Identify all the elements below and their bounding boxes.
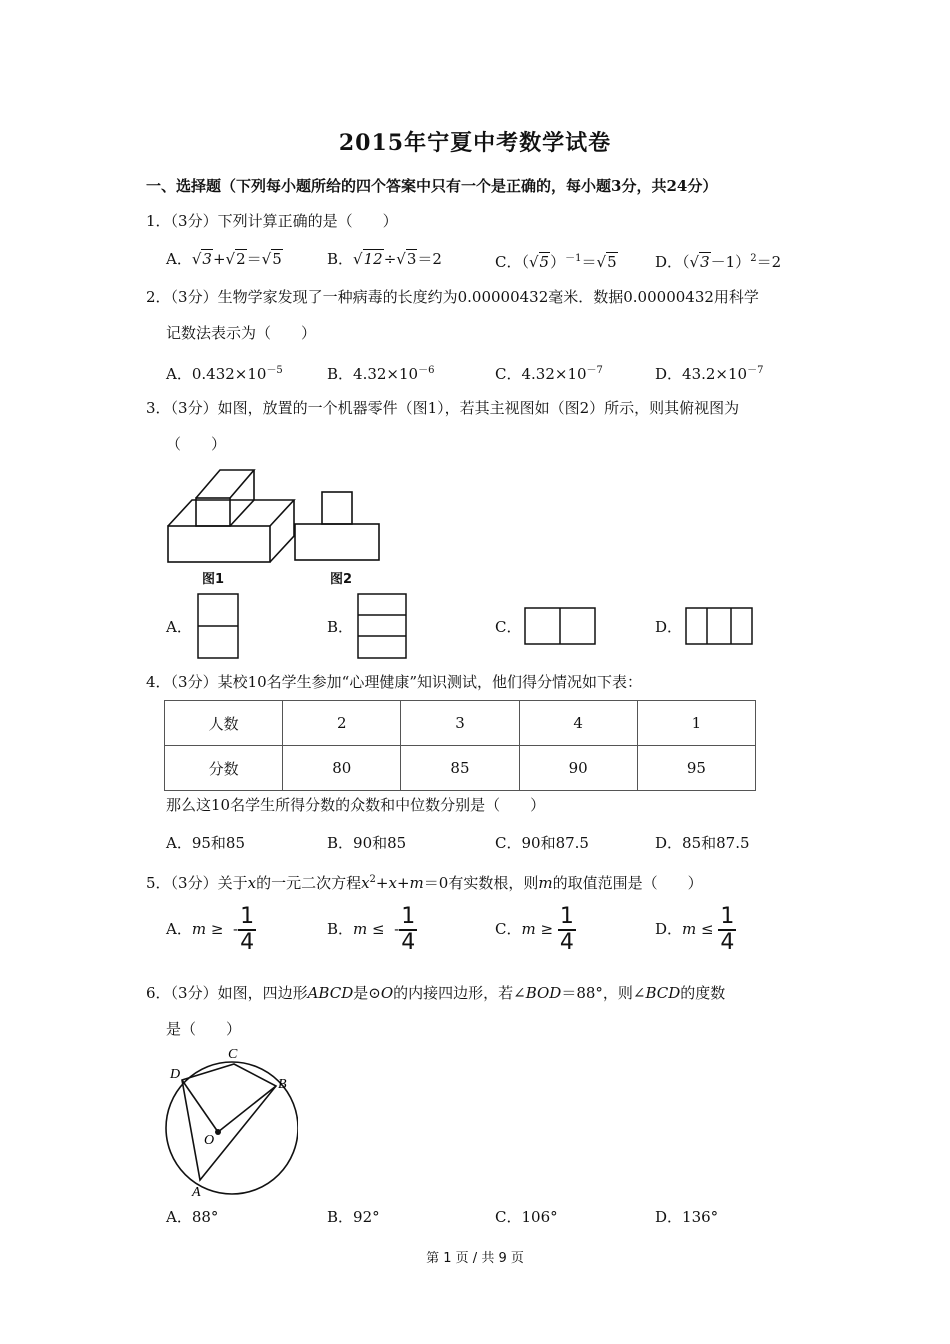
table-cell: 1 (637, 701, 755, 746)
q5-option-c[interactable]: C．m ≥ $\frac{1}{4}$ (495, 904, 574, 955)
q4-follow: 那么这10名学生所得分数的众数和中位数分别是（ ） (166, 796, 546, 814)
table-cell: 3 (401, 701, 519, 746)
label-b: B (278, 1077, 287, 1092)
q6-option-b[interactable]: B．92° (327, 1208, 380, 1226)
q1-option-d[interactable]: D．$(√3-1)^2=2$ (655, 253, 782, 271)
q4-option-d[interactable]: D．85和87.5 (655, 834, 750, 852)
q5-stem: 5．（3分）关于x的一元二次方程$x^2+x+m=0$有实数根，则m的取值范围是（ ） (146, 874, 703, 892)
label-d: D (170, 1067, 181, 1082)
q2-stem: 2．（3分）生物学家发现了一种病毒的长度约为0.00000432毫米．数据0.00000432用科学 (146, 288, 759, 306)
q1-option-b[interactable]: B．√12÷√3＝2 (327, 250, 442, 268)
q1-option-c[interactable]: C．$(√5)^{-1}=√5$ (495, 253, 617, 271)
q2-option-d[interactable]: D．$43.2\times 10^{-7}$ (655, 365, 764, 383)
q3-option-a-label[interactable]: A． (166, 618, 192, 636)
q3-option-c-figure[interactable] (524, 607, 598, 647)
q2-stem-cont: 记数法表示为（ ） (166, 324, 317, 342)
table-cell: 85 (401, 746, 519, 791)
q3-option-c-label[interactable]: C． (495, 618, 522, 636)
page-footer: 第 1 页 / 共 9 页 (426, 1251, 524, 1266)
q3-option-b-label[interactable]: B． (327, 618, 354, 636)
table-cell: 80 (283, 746, 401, 791)
q6-stem: 6．（3分）如图，四边形ABCD是⊙O的内接四边形，若∠BOD＝88°，则∠BCD的度数 (146, 984, 726, 1002)
fig2-front-view (295, 492, 379, 560)
table-cell: 4 (519, 701, 637, 746)
label-a: A (192, 1185, 201, 1200)
q3-option-d-label[interactable]: D． (655, 618, 683, 636)
q6-option-c[interactable]: C．106° (495, 1208, 558, 1226)
q3-stem-cont: （ ） (166, 435, 227, 453)
fig1-machine-part (168, 470, 294, 562)
center-point (215, 1129, 221, 1135)
q3-figures (160, 462, 400, 572)
q3-option-b-figure[interactable] (357, 593, 409, 661)
table-cell: 90 (519, 746, 637, 791)
q2-option-a[interactable]: A．$0.432\times 10^{-5}$ (166, 365, 283, 383)
table-cell: 人数 (165, 701, 283, 746)
q6-option-a[interactable]: A．88° (166, 1208, 219, 1226)
fig2-caption: 图2 (330, 572, 353, 587)
label-c: C (228, 1047, 238, 1062)
q2-option-c[interactable]: C．$4.32\times 10^{-7}$ (495, 365, 603, 383)
q1-option-a[interactable]: A．√3+√2＝√5 (166, 250, 282, 268)
q3-option-a-figure[interactable] (197, 593, 241, 661)
q1-stem: 1．（3分）下列计算正确的是（ ） (146, 212, 398, 230)
page-title: 2015年宁夏中考数学试卷 (338, 130, 612, 156)
q4-option-b[interactable]: B．90和85 (327, 834, 407, 852)
table-cell: 95 (637, 746, 755, 791)
fig1-caption: 图1 (202, 572, 225, 587)
quadrilateral-abcd (182, 1064, 276, 1180)
q5-option-a[interactable]: A．m ≥ - $\frac{1}{4}$ (166, 904, 255, 955)
q4-stem: 4．（3分）某校10名学生参加“心理健康”知识测试，他们得分情况如下表： (146, 673, 643, 691)
q3-stem: 3．（3分）如图，放置的一个机器零件（图1），若其主视图如（图2）所示，则其俯视图为 (146, 399, 740, 417)
table-row (165, 746, 756, 791)
section-heading: 一、选择题（下列每小题所给的四个答案中只有一个是正确的，每小题3分，共24分） (146, 177, 718, 195)
q3-option-d-figure[interactable] (685, 607, 755, 647)
table-cell: 2 (283, 701, 401, 746)
q6-circle-figure (158, 1040, 298, 1200)
q2-option-b[interactable]: B．$4.32\times 10^{-6}$ (327, 365, 435, 383)
q6-stem-cont: 是（ ） (166, 1020, 242, 1038)
q6-option-d[interactable]: D．136° (655, 1208, 719, 1226)
q5-option-d[interactable]: D．m ≤ $\frac{1}{4}$ (655, 904, 735, 955)
q4-option-a[interactable]: A．95和85 (166, 834, 246, 852)
q5-option-b[interactable]: B．m ≤ - $\frac{1}{4}$ (327, 904, 416, 955)
table-cell: 分数 (165, 746, 283, 791)
table-row (165, 701, 756, 746)
label-o: O (204, 1133, 215, 1148)
q4-option-c[interactable]: C．90和87.5 (495, 834, 589, 852)
score-table (164, 700, 756, 791)
